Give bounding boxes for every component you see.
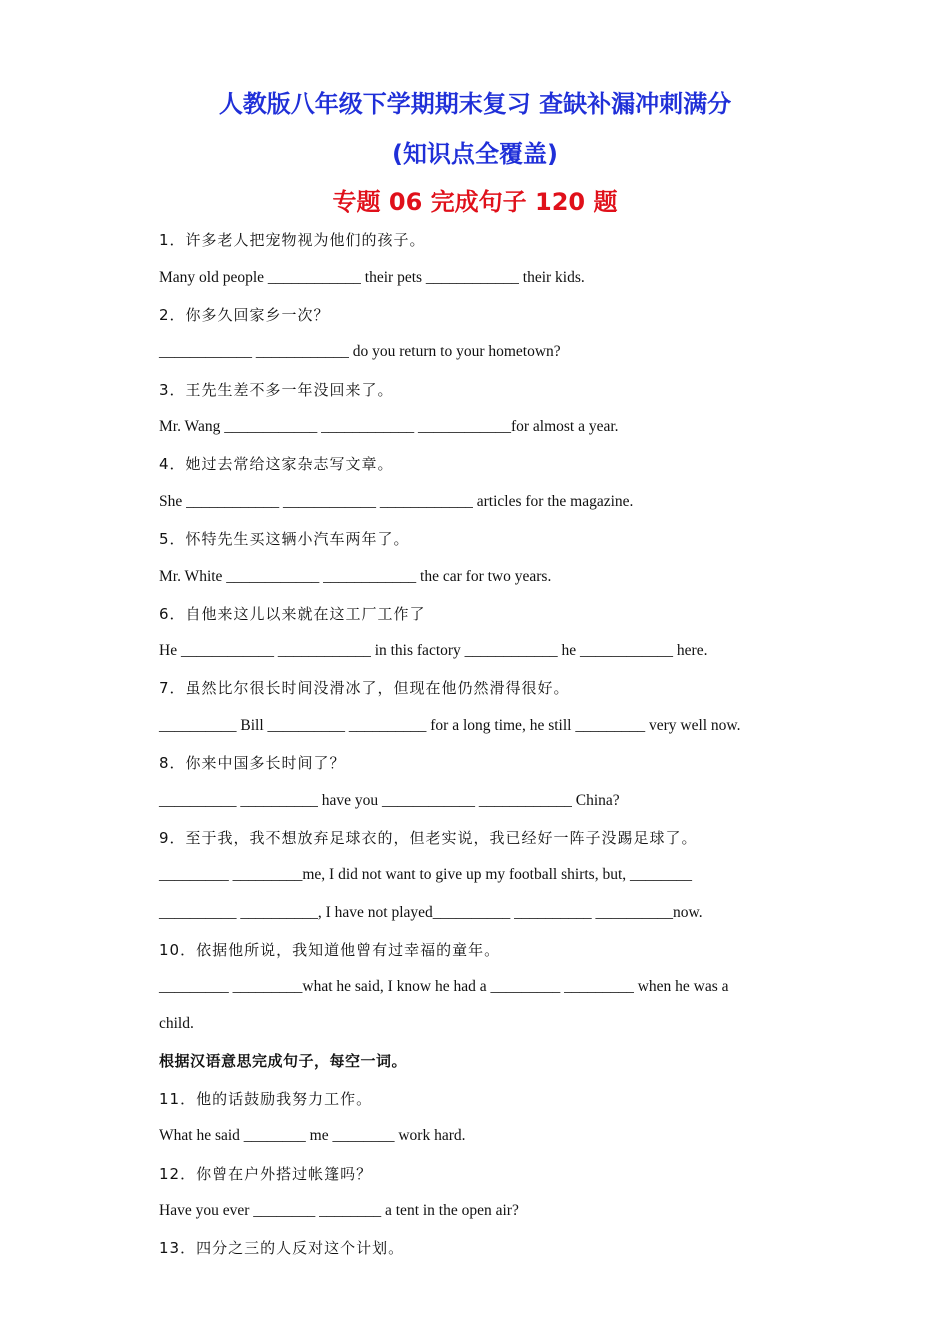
question-1-english: Many old people ____________ their pets ____________ their kids. [159, 269, 585, 286]
question-12-chinese: 12．你曾在户外搭过帐篷吗？ [159, 1165, 373, 1183]
question-11-english: What he said ________ me ________ work hard. [159, 1127, 466, 1144]
question-4-english: She ____________ ____________ ____________ articles for the magazine. [159, 493, 634, 510]
question-9-english-line-2: __________ __________, I have not played__________ __________ __________now. [159, 904, 703, 921]
question-5-chinese: 5．怀特先生买这辆小汽车两年了。 [159, 530, 410, 548]
question-8-chinese: 8．你来中国多长时间了？ [159, 754, 346, 772]
question-7-english: __________ Bill __________ __________ for a long time, he still _________ very well now. [159, 717, 741, 734]
question-10-chinese: 10．依据他所说，我知道他曾有过幸福的童年。 [159, 941, 501, 959]
document-title-note: (知识点全覆盖) [392, 140, 558, 168]
question-9-english-line-1: _________ _________me, I did not want to give up my football shirts, but, ________ [159, 866, 692, 883]
question-8-english: __________ __________ have you ____________ ____________ China? [159, 792, 620, 809]
question-10-english-line-1: _________ _________what he said, I know he had a _________ _________ when he was a [159, 978, 729, 995]
question-6-chinese: 6．自他来这儿以来就在这工厂工作了 [159, 605, 426, 623]
question-3-chinese: 3．王先生差不多一年没回来了。 [159, 381, 394, 399]
question-11-chinese: 11．他的话鼓励我努力工作。 [159, 1090, 373, 1108]
question-3-english: Mr. Wang ____________ ____________ ____________for almost a year. [159, 418, 619, 435]
section-instruction: 根据汉语意思完成句子，每空一词。 [159, 1052, 408, 1070]
question-9-chinese: 9．至于我，我不想放弃足球衣的，但老实说，我已经好一阵子没踢足球了。 [159, 829, 698, 847]
question-4-chinese: 4．她过去常给这家杂志写文章。 [159, 455, 394, 473]
question-7-chinese: 7．虽然比尔很长时间没滑冰了，但现在他仍然滑得很好。 [159, 679, 570, 697]
question-2-english: ____________ ____________ do you return to your hometown? [159, 343, 561, 360]
question-1-chinese: 1．许多老人把宠物视为他们的孩子。 [159, 231, 426, 249]
question-6-english: He ____________ ____________ in this factory ____________ he ____________ here. [159, 642, 708, 659]
topic-subtitle: 专题 06 完成句子 120 题 [332, 188, 618, 216]
question-13-chinese: 13．四分之三的人反对这个计划。 [159, 1239, 405, 1257]
document-title: 人教版八年级下学期期末复习 查缺补漏冲刺满分 [218, 90, 732, 118]
question-2-chinese: 2．你多久回家乡一次？ [159, 306, 330, 324]
question-12-english: Have you ever ________ ________ a tent in the open air? [159, 1202, 519, 1219]
question-10-english-line-2: child. [159, 1015, 194, 1032]
question-5-english: Mr. White ____________ ____________ the car for two years. [159, 568, 552, 585]
